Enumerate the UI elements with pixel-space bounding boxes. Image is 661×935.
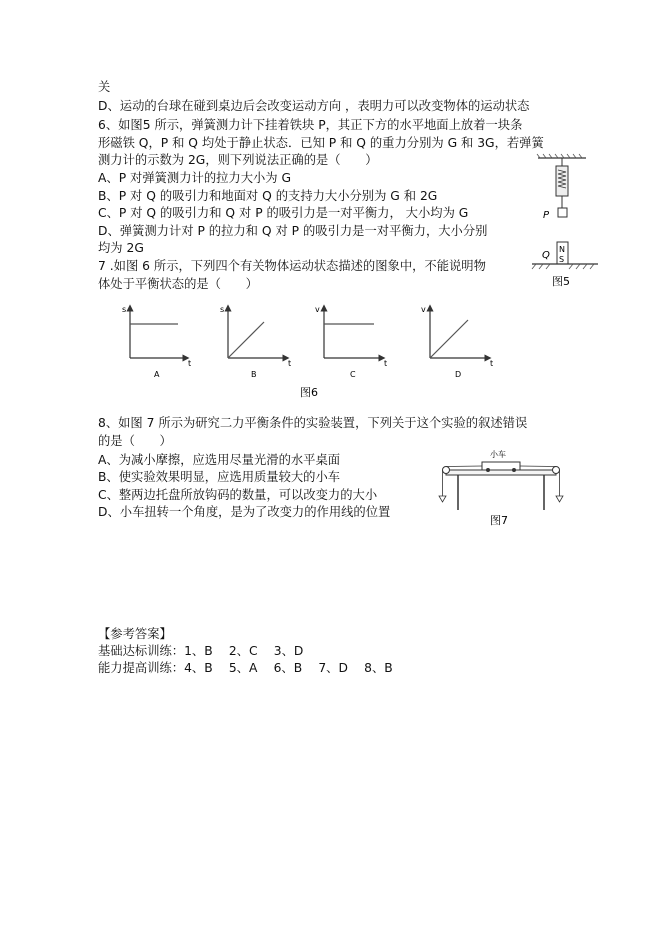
answer-advanced: 能力提高训练：4、B 5、A 6、B 7、D 8、B [98, 661, 393, 675]
answer-basic: 基础达标训练：1、B 2、C 3、D [98, 644, 304, 658]
text-line-1: 关 [98, 80, 111, 94]
left-tray-icon [439, 496, 446, 502]
fig5-caption: 图5 [552, 275, 570, 288]
graph-a-ylabel: s [122, 305, 127, 314]
question-8-option-a: A、为减小摩擦，应选用尽量光滑的水平桌面 [98, 453, 341, 467]
question-6-stem-3: 测力计的示数为 2G，则下列说法正确的是（ ） [98, 153, 378, 167]
question-6-option-b: B、P 对 Q 的吸引力和地面对 Q 的支持力大小分别为 G 和 2G [98, 189, 438, 203]
question-7-stem-2: 体处于平衡状态的是（ ） [98, 277, 258, 291]
right-tray-icon [556, 496, 563, 502]
answer-heading: 【参考答案】 [98, 627, 172, 641]
fig5-label-p: P [543, 210, 550, 221]
question-6-option-d-1: D、弹簧测力计对 P 的拉力和 Q 对 P 的吸引力是一对平衡力，大小分别 [98, 224, 488, 238]
graph-d [421, 305, 493, 379]
fig7-cart-label: 小车 [490, 450, 506, 459]
figure-7 [432, 446, 570, 530]
question-8-option-b: B、使实验效果明显，应选用质量较大的小车 [98, 470, 341, 484]
graph-b-xlabel: t [288, 359, 292, 368]
graph-a-label: A [154, 370, 160, 379]
question-8-option-d: D、小车扭转一个角度，是为了改变力的作用线的位置 [98, 505, 391, 519]
iron-block-p [558, 208, 567, 217]
graph-a-xlabel: t [188, 359, 192, 368]
fig5-pole-s: S [559, 255, 565, 264]
fig5-label-q: Q [542, 250, 550, 261]
text-line-2: D、运动的台球在碰到桌边后会改变运动方向 ，表明力可以改变物体的运动状态 [98, 99, 530, 113]
question-8-option-c: C、整两边托盘所放钩码的数量，可以改变力的大小 [98, 488, 378, 502]
graph-c [315, 305, 387, 379]
question-6-option-a: A、P 对弹簧测力计的拉力大小为 G [98, 171, 292, 185]
question-7-stem-1: 7 .如图 6 所示，下列四个有关物体运动状态描述的图象中，不能说明物 [98, 259, 486, 273]
left-pulley-icon [443, 467, 450, 474]
fig5-pole-n: N [559, 245, 565, 254]
graph-d-ylabel: v [421, 305, 426, 314]
question-6-option-c: C、P 对 Q 的吸引力和 Q 对 P 的吸引力是一对平衡力， 大小均为 G [98, 206, 469, 220]
table-top [446, 470, 556, 475]
right-pulley-icon [553, 467, 560, 474]
graph-d-xlabel: t [490, 359, 494, 368]
graph-c-xlabel: t [384, 359, 388, 368]
graph-b-label: B [251, 370, 257, 379]
graph-c-ylabel: v [315, 305, 320, 314]
figure-5 [528, 152, 606, 292]
question-6-stem-2: 形磁铁 Q，P 和 Q 均处于静止状态．已知 P 和 Q 的重力分别为 G 和 3G，若弹簧 [98, 136, 544, 150]
figure-6 [118, 302, 498, 402]
graph-a [122, 305, 191, 379]
graph-d-label: D [455, 370, 462, 379]
question-8-stem-2: 的是（ ） [98, 434, 172, 448]
graph-b-ylabel: s [220, 305, 225, 314]
graph-b [220, 305, 291, 379]
question-6-option-d-2: 均为 2G [98, 241, 144, 255]
graph-c-label: C [350, 370, 356, 379]
question-8-stem-1: 8、如图 7 所示为研究二力平衡条件的实验装置，下列关于这个实验的叙述错误 [98, 416, 528, 430]
question-6-stem-1: 6、如图5 所示，弹簧测力计下挂着铁块 P，其正下方的水平地面上放着一块条 [98, 118, 523, 132]
fig7-caption: 图7 [490, 514, 508, 527]
fig6-caption: 图6 [300, 386, 318, 399]
